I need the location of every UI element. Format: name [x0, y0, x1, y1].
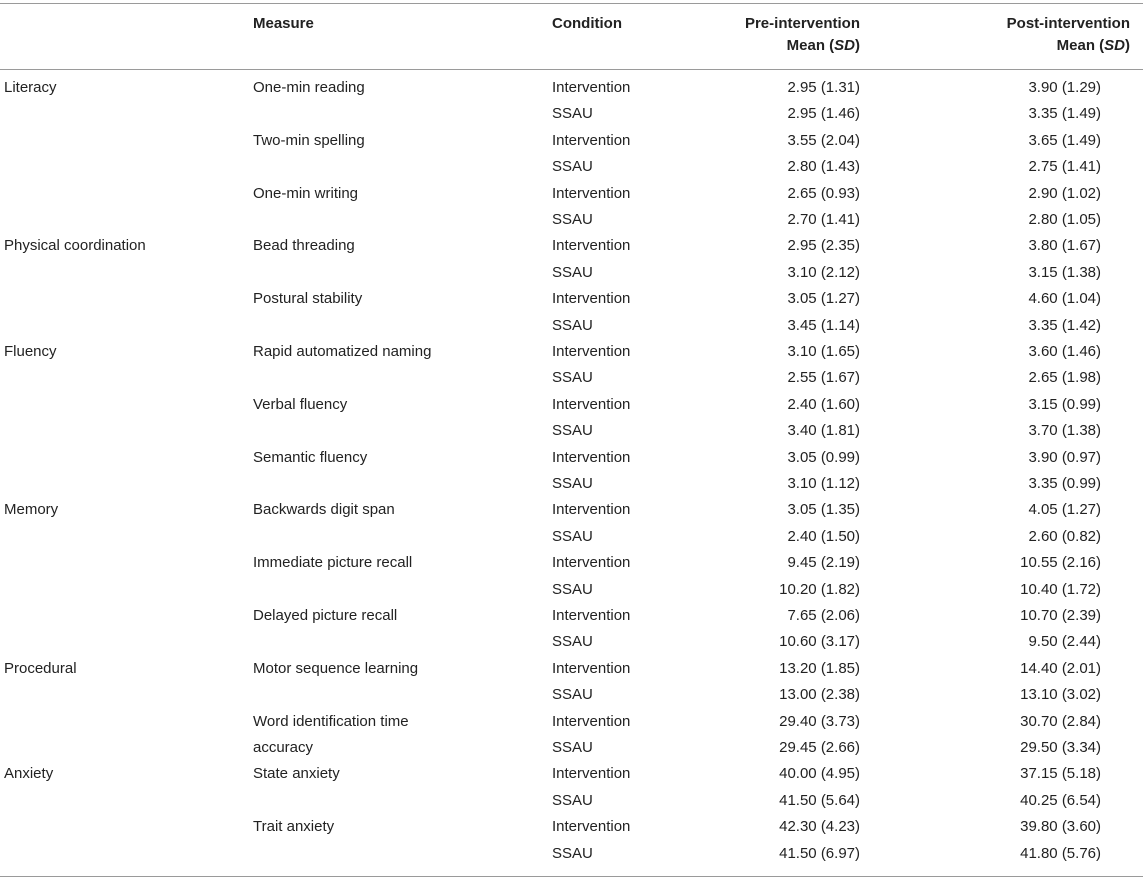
- row-4-pre: 2.80 (1.43): [787, 158, 860, 176]
- row-1-category: Literacy: [4, 79, 57, 96]
- row-9-condition: Intervention: [552, 290, 631, 308]
- row-28-pre: 41.50 (5.64): [779, 791, 860, 809]
- row-29-pre: 42.30 (4.23): [779, 818, 860, 836]
- row-23-pre: 13.20 (1.85): [779, 659, 860, 677]
- row-21-measure: Delayed picture recall: [253, 607, 398, 624]
- row-25-condition: Intervention: [552, 712, 631, 730]
- row-22-pre: 10.60 (3.17): [779, 633, 860, 651]
- row-27-measure: State anxiety: [253, 765, 340, 783]
- row-24-condition: SSAU: [552, 686, 593, 704]
- row-25-post: 30.70 (2.84): [1020, 712, 1101, 730]
- row-19-condition: Intervention: [552, 554, 631, 572]
- header-pre-close: ): [855, 37, 860, 54]
- row-7-post: 3.80 (1.67): [1028, 237, 1101, 255]
- row-4-post: 2.75 (1.41): [1028, 158, 1101, 176]
- row-7-category: Physical coordination: [4, 237, 146, 255]
- row-28-condition: SSAU: [552, 791, 593, 809]
- row-13-pre: 2.40 (1.60): [787, 395, 860, 413]
- row-10-pre: 3.45 (1.14): [787, 316, 860, 334]
- header-post-sd: SD: [1104, 37, 1125, 54]
- row-8-post: 3.15 (1.38): [1028, 263, 1101, 281]
- header-pre-line2: [745, 35, 860, 57]
- row-6-condition: SSAU: [552, 211, 593, 228]
- row-1-post: 3.90 (1.29): [1028, 79, 1101, 96]
- row-29-measure: Trait anxiety: [253, 818, 335, 836]
- row-21-pre: 7.65 (2.06): [787, 607, 860, 624]
- row-27-category: Anxiety: [4, 765, 54, 783]
- row-15-post: 3.90 (0.97): [1028, 448, 1101, 466]
- header-pre-intervention: [745, 13, 860, 57]
- header-condition: Condition: [552, 15, 622, 32]
- row-17-pre: 3.05 (1.35): [787, 501, 860, 519]
- row-28-post: 40.25 (6.54): [1020, 791, 1101, 809]
- row-26-condition: SSAU: [552, 739, 593, 756]
- row-1-condition: Intervention: [552, 79, 631, 96]
- row-21-post: 10.70 (2.39): [1020, 607, 1101, 624]
- row-13-condition: Intervention: [552, 395, 631, 413]
- row-6-pre: 2.70 (1.41): [787, 211, 860, 228]
- row-11-category: Fluency: [4, 343, 57, 360]
- row-16-condition: SSAU: [552, 475, 593, 492]
- row-22-post: 9.50 (2.44): [1028, 633, 1101, 651]
- row-18-condition: SSAU: [552, 527, 593, 545]
- row-25-measure: Word identification time: [253, 712, 409, 730]
- row-23-measure: Motor sequence learning: [253, 659, 419, 677]
- row-10-condition: SSAU: [552, 316, 593, 334]
- header-post-mean: Mean (: [1056, 37, 1105, 54]
- row-2-condition: SSAU: [552, 105, 593, 123]
- row-2-pre: 2.95 (1.46): [787, 105, 860, 123]
- row-17-category: Memory: [4, 501, 59, 519]
- row-14-post: 3.70 (1.38): [1028, 422, 1101, 440]
- row-10-post: 3.35 (1.42): [1028, 316, 1101, 334]
- row-7-pre: 2.95 (2.35): [787, 237, 860, 255]
- row-27-post: 37.15 (5.18): [1020, 765, 1101, 783]
- row-24-pre: 13.00 (2.38): [779, 686, 860, 704]
- row-17-measure: Backwards digit span: [253, 501, 395, 519]
- row-14-condition: SSAU: [552, 422, 593, 440]
- row-11-post: 3.60 (1.46): [1028, 343, 1101, 360]
- header-measure: Measure: [253, 15, 314, 32]
- row-26-post: 29.50 (3.34): [1020, 739, 1101, 756]
- row-3-post: 3.65 (1.49): [1028, 131, 1101, 149]
- row-9-pre: 3.05 (1.27): [787, 290, 860, 308]
- row-12-post: 2.65 (1.98): [1028, 369, 1101, 387]
- header-pre-mean: Mean (: [786, 37, 835, 54]
- row-15-pre: 3.05 (0.99): [787, 448, 860, 466]
- row-3-measure: Two-min spelling: [253, 131, 365, 149]
- row-30-pre: 41.50 (6.97): [779, 844, 860, 862]
- header-post-close: ): [1125, 37, 1130, 54]
- row-17-condition: Intervention: [552, 501, 631, 519]
- row-26-pre: 29.45 (2.66): [779, 739, 860, 756]
- row-3-condition: Intervention: [552, 131, 631, 149]
- row-7-measure: Bead threading: [253, 237, 355, 255]
- row-3-pre: 3.55 (2.04): [787, 131, 860, 149]
- row-19-post: 10.55 (2.16): [1020, 554, 1101, 572]
- row-5-measure: One-min writing: [253, 184, 359, 202]
- row-8-condition: SSAU: [552, 263, 593, 281]
- row-9-post: 4.60 (1.04): [1028, 290, 1101, 308]
- row-15-measure: Semantic fluency: [253, 448, 368, 466]
- row-30-condition: SSAU: [552, 844, 593, 862]
- row-2-post: 3.35 (1.49): [1028, 105, 1101, 123]
- header-pre-line1: Pre-intervention: [744, 15, 860, 32]
- row-16-post: 3.35 (0.99): [1028, 475, 1101, 492]
- row-20-condition: SSAU: [552, 580, 593, 598]
- row-24-post: 13.10 (3.02): [1020, 686, 1101, 704]
- row-25-pre: 29.40 (3.73): [779, 712, 860, 730]
- row-23-condition: Intervention: [552, 659, 631, 677]
- row-23-post: 14.40 (2.01): [1020, 659, 1101, 677]
- row-19-measure: Immediate picture recall: [253, 554, 413, 572]
- row-1-pre: 2.95 (1.31): [787, 79, 860, 96]
- row-11-condition: Intervention: [552, 343, 631, 360]
- row-26-measure: accuracy: [253, 739, 314, 756]
- row-11-pre: 3.10 (1.65): [787, 343, 860, 360]
- row-5-condition: Intervention: [552, 184, 631, 202]
- row-15-condition: Intervention: [552, 448, 631, 466]
- header-post-line1: Post-intervention: [1006, 15, 1130, 32]
- table-top-rule: [0, 3, 1143, 4]
- header-post-intervention: [1007, 13, 1130, 57]
- row-27-pre: 40.00 (4.95): [779, 765, 860, 783]
- row-6-post: 2.80 (1.05): [1028, 211, 1101, 228]
- row-16-pre: 3.10 (1.12): [787, 475, 860, 492]
- row-20-post: 10.40 (1.72): [1020, 580, 1101, 598]
- row-29-condition: Intervention: [552, 818, 631, 836]
- row-5-pre: 2.65 (0.93): [787, 184, 860, 202]
- row-7-condition: Intervention: [552, 237, 631, 255]
- row-22-condition: SSAU: [552, 633, 593, 651]
- table-bottom-rule: [0, 876, 1143, 877]
- row-1-measure: One-min reading: [253, 79, 365, 96]
- row-20-pre: 10.20 (1.82): [779, 580, 860, 598]
- header-pre-sd: SD: [834, 37, 855, 54]
- row-13-post: 3.15 (0.99): [1028, 395, 1101, 413]
- row-12-pre: 2.55 (1.67): [787, 369, 860, 387]
- row-13-measure: Verbal fluency: [253, 395, 348, 413]
- header-bottom-rule: [0, 69, 1143, 70]
- row-18-pre: 2.40 (1.50): [787, 527, 860, 545]
- row-30-post: 41.80 (5.76): [1020, 844, 1101, 862]
- row-21-condition: Intervention: [552, 607, 631, 624]
- row-12-condition: SSAU: [552, 369, 593, 387]
- row-18-post: 2.60 (0.82): [1028, 527, 1101, 545]
- row-27-condition: Intervention: [552, 765, 631, 783]
- row-19-pre: 9.45 (2.19): [787, 554, 860, 572]
- row-5-post: 2.90 (1.02): [1028, 184, 1101, 202]
- row-11-measure: Rapid automatized naming: [253, 343, 432, 360]
- row-8-pre: 3.10 (2.12): [787, 263, 860, 281]
- header-post-line2: [1007, 35, 1130, 57]
- row-23-category: Procedural: [4, 659, 77, 677]
- row-29-post: 39.80 (3.60): [1020, 818, 1101, 836]
- row-9-measure: Postural stability: [253, 290, 363, 308]
- row-4-condition: SSAU: [552, 158, 593, 176]
- row-14-pre: 3.40 (1.81): [787, 422, 860, 440]
- row-17-post: 4.05 (1.27): [1028, 501, 1101, 519]
